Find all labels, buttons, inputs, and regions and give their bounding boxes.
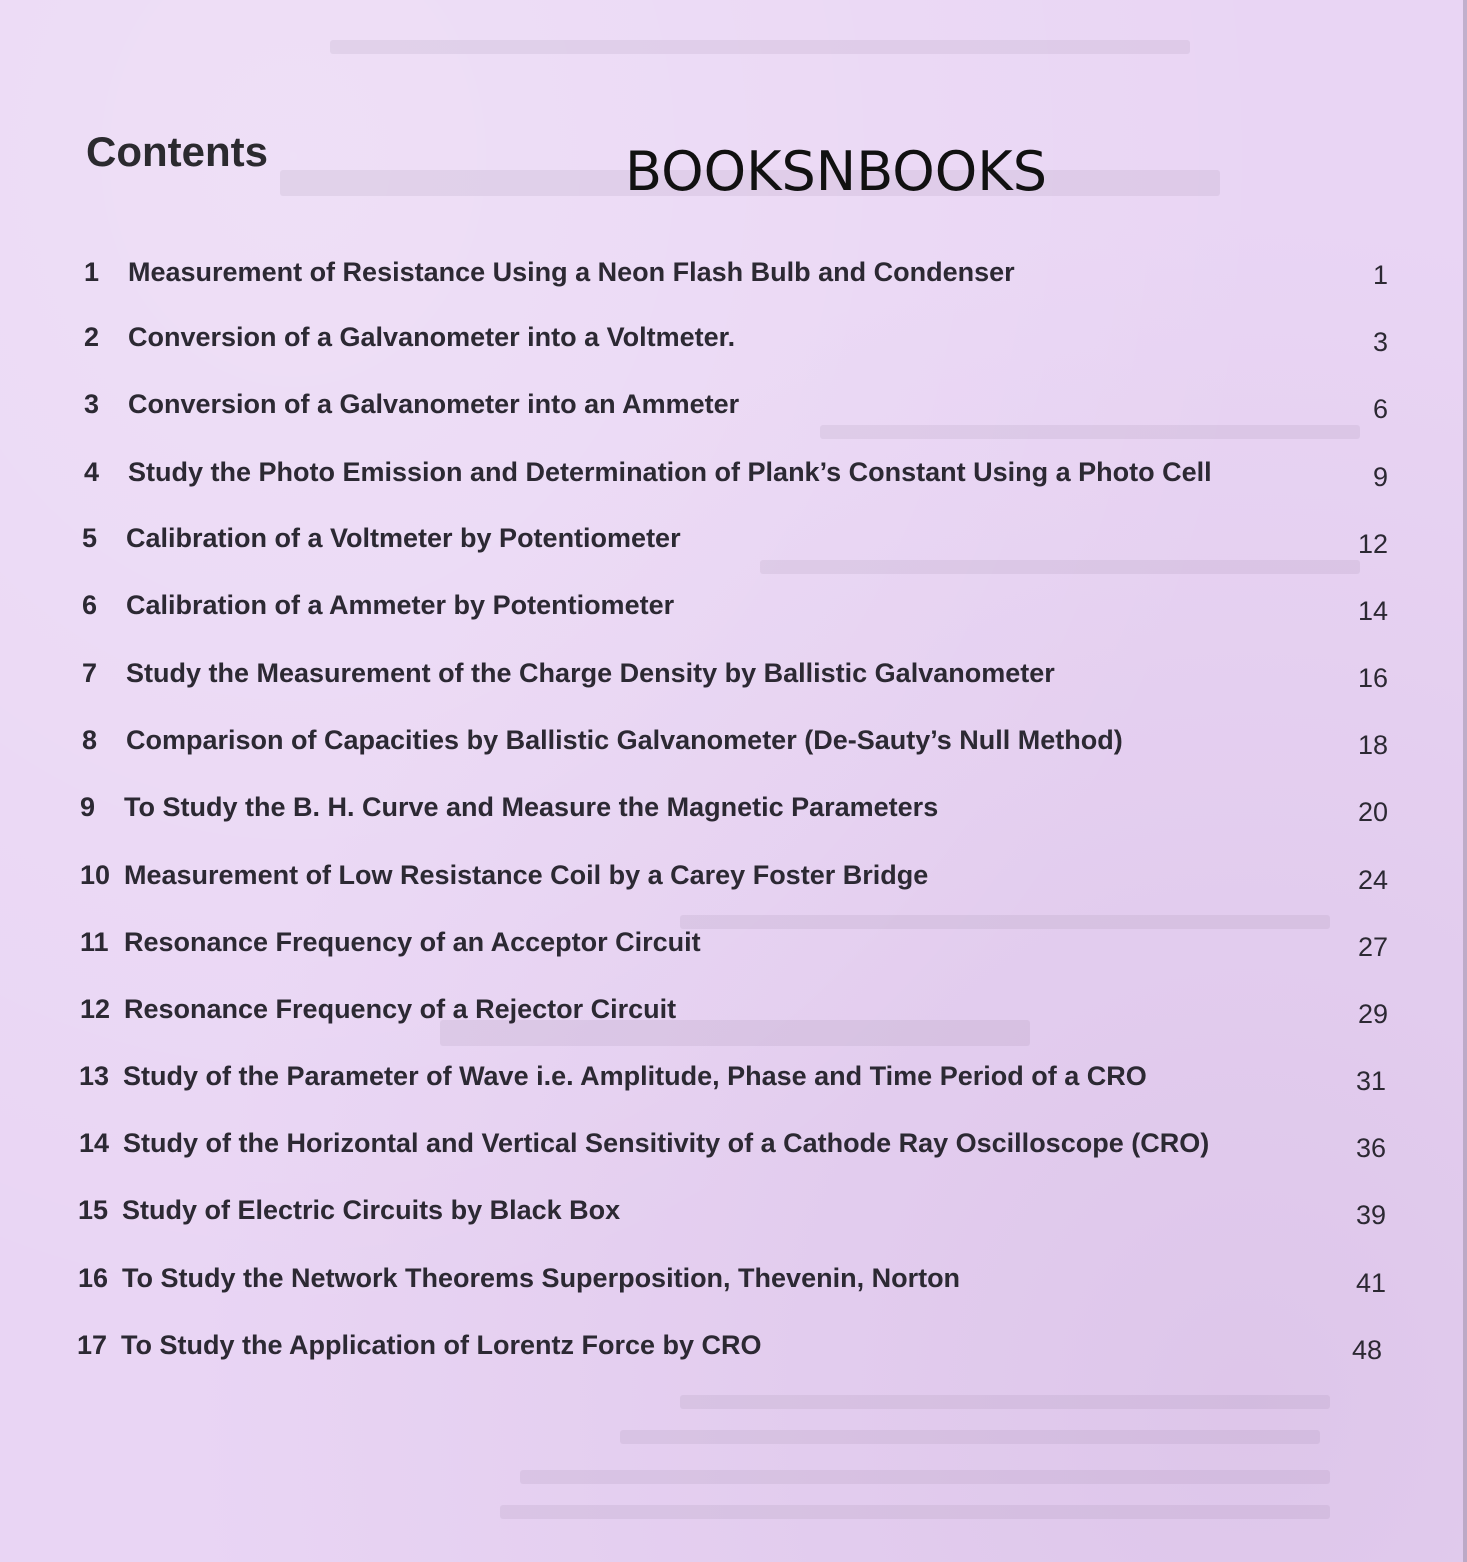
toc-entry[interactable] (80, 922, 701, 962)
toc-entry-title: Comparison of Capacities by Ballistic Galvanometer (De-Sauty’s Null Method) (126, 724, 1123, 755)
page-edge (1463, 0, 1467, 1562)
toc-entry-page: 27 (1357, 932, 1388, 962)
toc-entry-page: 24 (1357, 865, 1388, 895)
toc-entry-number: 16 (78, 1262, 109, 1293)
toc-entry-number: 12 (80, 993, 111, 1024)
toc-entry[interactable] (84, 317, 735, 357)
toc-entry[interactable] (78, 1258, 960, 1298)
toc-entry[interactable] (82, 518, 681, 558)
toc-entry-number: 8 (82, 724, 98, 755)
toc-entry[interactable] (78, 1190, 620, 1230)
toc-entry-title: Conversion of a Galvanometer into a Voltmeter. (128, 321, 736, 352)
toc-entry-title: Study the Photo Emission and Determination of Plank’s Constant Using a Photo Cell (128, 456, 1212, 487)
toc-entry[interactable] (80, 855, 928, 895)
toc-entry-number: 17 (77, 1329, 108, 1360)
toc-entry-page: 3 (1372, 327, 1388, 357)
toc-entry-page: 1 (1372, 260, 1388, 290)
toc-entry-number: 4 (84, 456, 100, 487)
toc-entry-title: Study of Electric Circuits by Black Box (122, 1194, 621, 1225)
toc-entry-page: 48 (1351, 1335, 1382, 1365)
toc-entry[interactable] (80, 989, 676, 1029)
toc-entry[interactable] (79, 1056, 1147, 1096)
toc-entry-number: 13 (79, 1060, 110, 1091)
toc-entry[interactable] (82, 585, 674, 625)
toc-entry-number: 7 (82, 657, 98, 688)
watermark-text: BOOKSNBOOKS (625, 140, 1047, 203)
toc-entry[interactable] (77, 1325, 762, 1365)
toc-entry-number: 2 (84, 321, 100, 352)
toc-entry[interactable] (82, 653, 1055, 693)
toc-entry-title: Measurement of Resistance Using a Neon Flash Bulb and Condenser (128, 256, 1015, 287)
toc-entry-page: 36 (1355, 1133, 1386, 1163)
toc-entry-number: 14 (79, 1127, 110, 1158)
toc-entry-title: Study of the Horizontal and Vertical Sensitivity of a Cathode Ray Oscilloscope (CRO) (123, 1127, 1210, 1158)
toc-entry[interactable] (84, 384, 739, 424)
toc-entry-page: 18 (1357, 730, 1388, 760)
toc-entry-number: 3 (84, 388, 100, 419)
toc-entry[interactable] (79, 1123, 1209, 1163)
toc-entry-number: 1 (84, 256, 100, 287)
toc-entry-page: 41 (1355, 1268, 1386, 1298)
toc-entry-title: To Study the Application of Lorentz Force by CRO (121, 1329, 762, 1360)
toc-entry-number: 5 (82, 522, 98, 553)
toc-entry-title: Resonance Frequency of a Rejector Circuit (124, 993, 677, 1024)
toc-entry-number: 15 (78, 1194, 109, 1225)
toc-entry-number: 11 (80, 926, 109, 957)
contents-heading: Contents (86, 128, 268, 175)
toc-entry-page: 39 (1355, 1200, 1386, 1230)
toc-entry-number: 9 (80, 791, 96, 822)
toc-entry-title: To Study the Network Theorems Superposition, Thevenin, Norton (122, 1262, 961, 1293)
toc-entry-page: 29 (1357, 999, 1388, 1029)
toc-entry-page: 12 (1357, 529, 1388, 559)
toc-entry-page: 6 (1372, 394, 1388, 424)
toc-entry-title: Calibration of a Voltmeter by Potentiometer (126, 522, 681, 553)
toc-entry[interactable] (80, 787, 938, 827)
toc-entry[interactable] (84, 452, 1212, 492)
toc-entry-title: Conversion of a Galvanometer into an Ammeter (128, 388, 740, 419)
toc-entry-page: 9 (1372, 462, 1388, 492)
toc-entry[interactable] (84, 252, 1015, 292)
toc-entry-title: Study of the Parameter of Wave i.e. Amplitude, Phase and Time Period of a CRO (123, 1060, 1147, 1091)
toc-entry-number: 10 (80, 859, 111, 890)
toc-entry[interactable] (82, 720, 1123, 760)
toc-entry-title: Measurement of Low Resistance Coil by a Carey Foster Bridge (124, 859, 929, 890)
toc-entry-title: Study the Measurement of the Charge Density by Ballistic Galvanometer (126, 657, 1055, 688)
toc-entry-number: 6 (82, 589, 98, 620)
toc-entry-title: To Study the B. H. Curve and Measure the Magnetic Parameters (124, 791, 939, 822)
toc-entry-title: Calibration of a Ammeter by Potentiometer (126, 589, 675, 620)
toc-entry-page: 14 (1357, 596, 1388, 626)
toc-entry-title: Resonance Frequency of an Acceptor Circuit (124, 926, 701, 957)
toc-entry-page: 31 (1355, 1066, 1386, 1096)
toc-entry-page: 16 (1357, 663, 1388, 693)
toc-entry-page: 20 (1357, 797, 1388, 827)
